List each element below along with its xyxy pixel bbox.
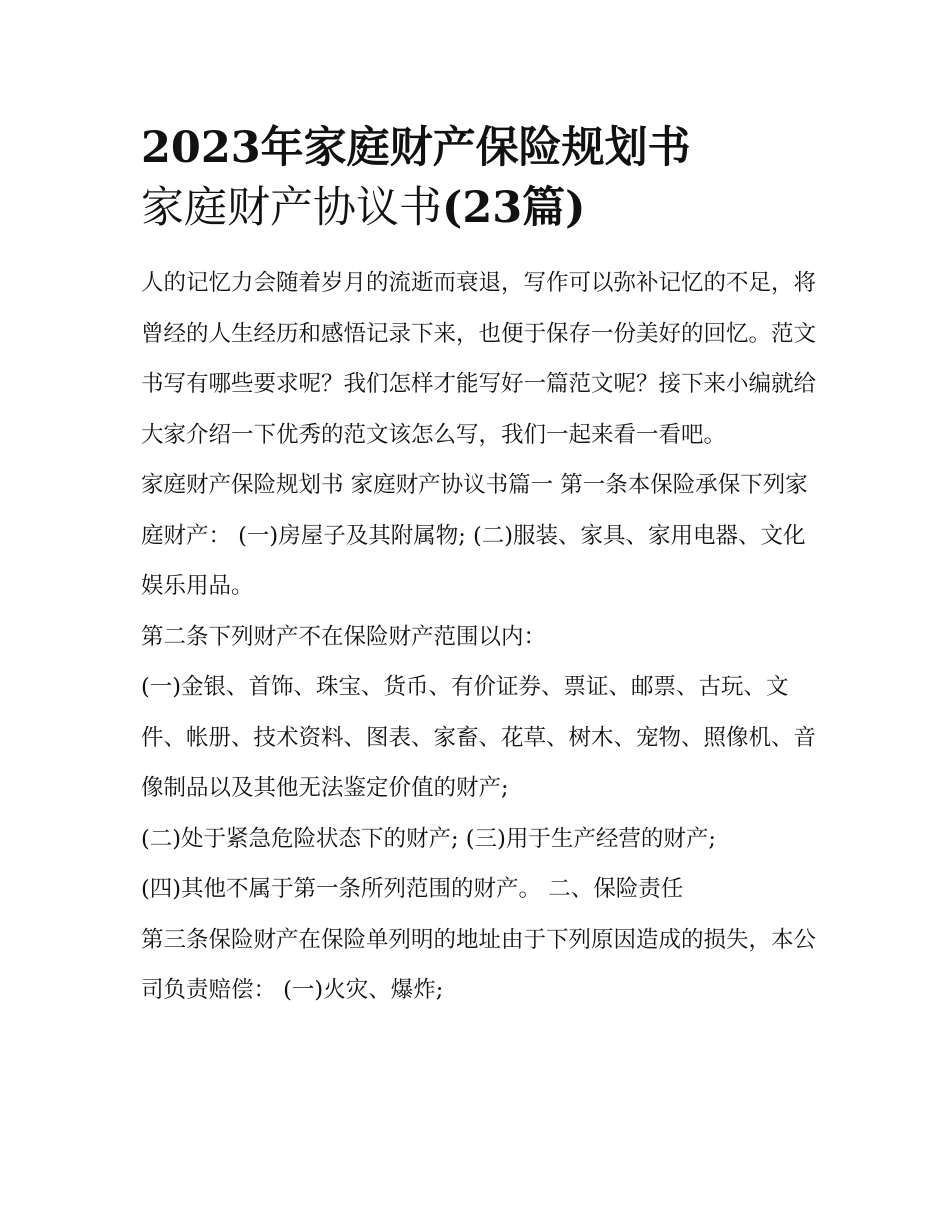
article-3-paragraph: 第三条保险财产在保险单列明的地址由于下列原因造成的损失，本公司负责赔偿： (一)火灾、爆炸; [141,926,817,1003]
article-2-items-2-3: (二)处于紧急危险状态下的财产; (三)用于生产经营的财产; [141,825,716,852]
document-body [141,258,821,1016]
title-line-2-text: 家庭财产协议书 [141,183,442,233]
title-line-2 [141,178,821,238]
title-line-2-suffix: (23篇) [442,183,586,233]
intro-paragraph: 人的记忆力会随着岁月的流逝而衰退，写作可以弥补记忆的不足，将曾经的人生经历和感悟记录下来，也便于保存一份美好的回忆。范文书写有哪些要求呢？我们怎样才能写好一篇范文呢？接下来小编就给大家介绍一下优秀的范文该怎么写，我们一起来看一看吧。 [141,270,817,448]
title-line-1: 2023年家庭财产保险规划书 [141,123,691,173]
document-page [141,118,821,1016]
article-1-paragraph: 家庭财产保险规划书 家庭财产协议书篇一 第一条本保险承保下列家庭财产： (一)房屋子及其附属物; (二)服装、家具、家用电器、文化娱乐用品。 [141,472,808,599]
article-2-item-1: (一)金银、首饰、珠宝、货币、有价证券、票证、邮票、古玩、文件、帐册、技术资料、图表、家畜、花草、树木、宠物、照像机、音像制品以及其他无法鉴定价值的财产; [141,674,817,801]
article-2-item-4: (四)其他不属于第一条所列范围的财产。 二、保险责任 [141,876,684,902]
article-2-heading: 第二条下列财产不在保险财产范围以内： [141,623,547,650]
document-title [141,118,821,238]
